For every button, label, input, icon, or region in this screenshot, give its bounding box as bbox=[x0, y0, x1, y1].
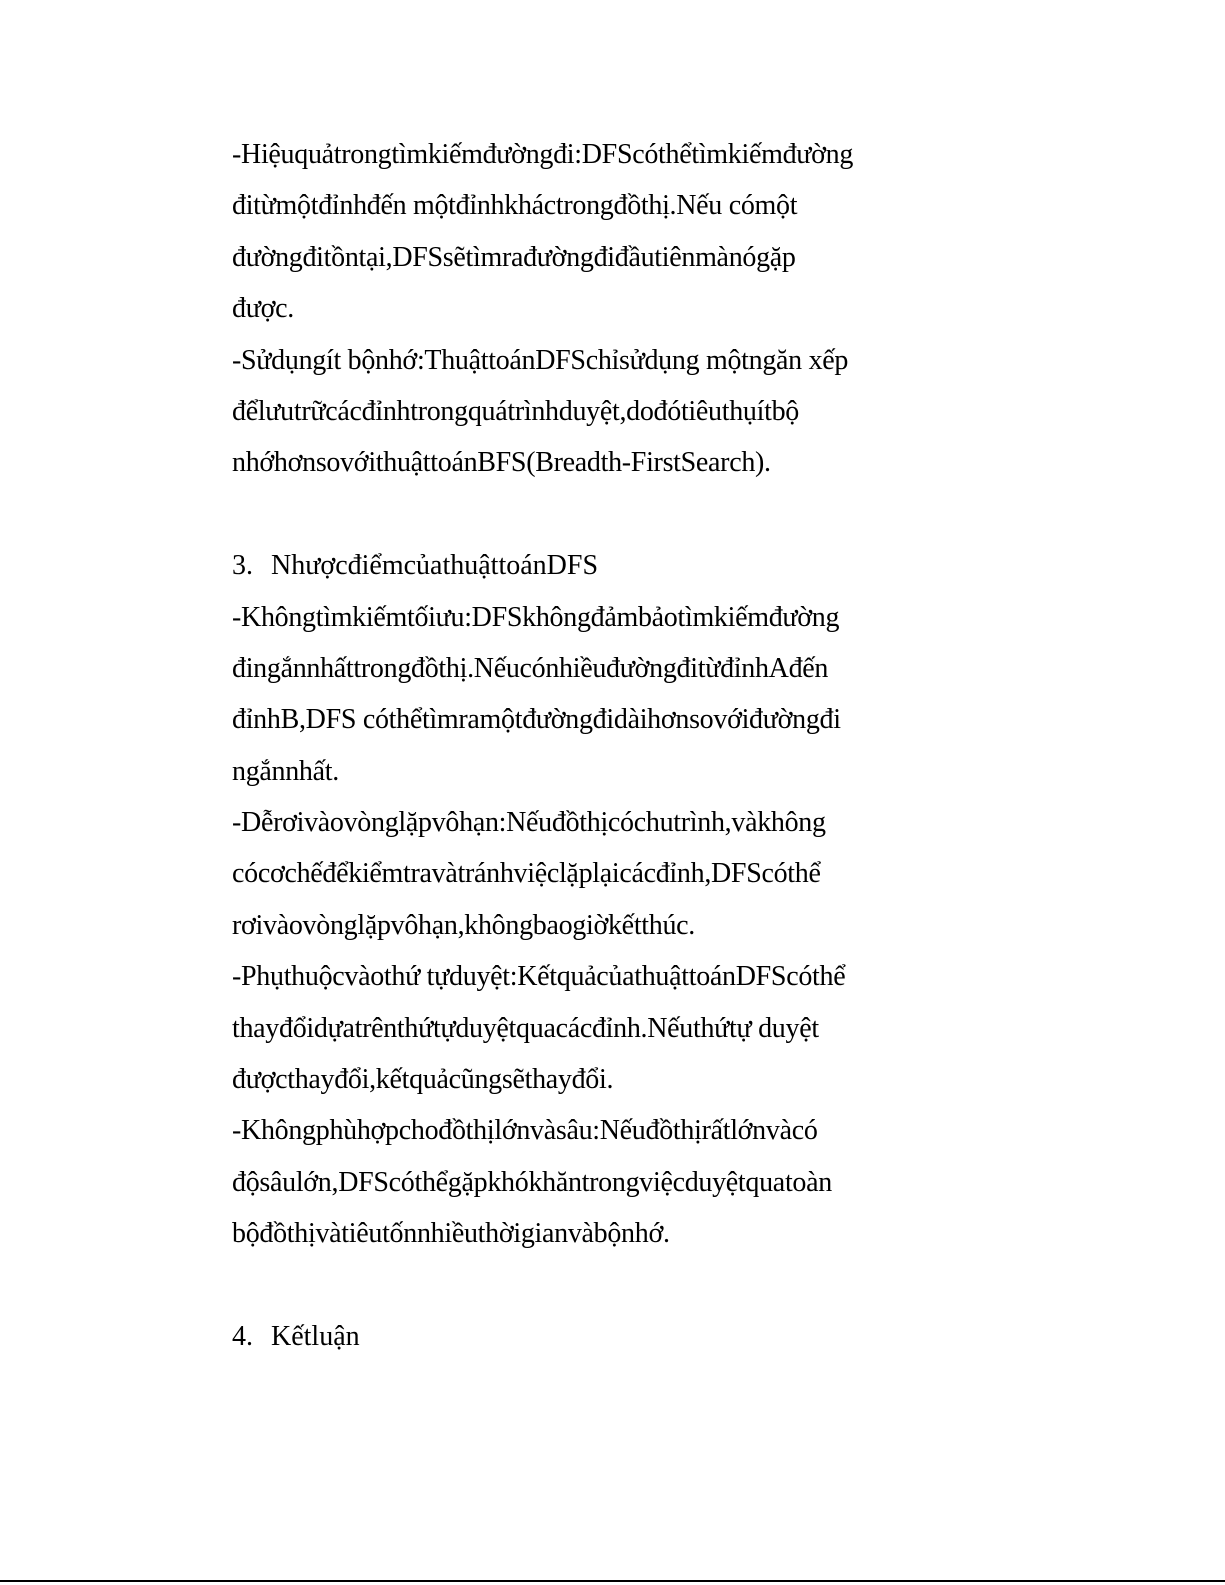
text-line: ngắnnhất. bbox=[232, 755, 339, 787]
text-line: đượcthayđổi,kếtquảcũngsẽthayđổi. bbox=[232, 1064, 614, 1096]
section-heading-3 bbox=[232, 540, 932, 591]
text-line: -Phụthuộcvàothứ tựduyệt:KếtquảcủathuậttoánDFScóthể bbox=[232, 961, 846, 993]
text-line: thayđổidựatrênthứtựduyệtquacácđỉnh.Nếuthứtự duyệt bbox=[232, 1012, 819, 1044]
text-line: đỉnhB,DFS cóthểtìmramộtđườngđidàihơnsovớiđườngđi bbox=[232, 704, 841, 736]
text-line: độsâulớn,DFScóthểgặpkhókhăntrongviệcduyệtquatoàn bbox=[232, 1166, 832, 1198]
blank-line bbox=[232, 489, 932, 540]
text-line: -Khôngtìmkiếmtốiưu:DFSkhôngđảmbảotìmkiếmđường bbox=[232, 601, 840, 633]
section-title: Kếtluận bbox=[271, 1320, 360, 1352]
text-line: đườngđitồntại,DFSsẽtìmrađườngđiđầutiênmànógặp bbox=[232, 241, 796, 273]
text-line: đitừmộtđỉnhđến mộtđỉnhkháctrongđồthị.Nếu cómột bbox=[232, 190, 798, 222]
section-number: 3. bbox=[232, 550, 253, 582]
text-line: đểlưutrữcácđỉnhtrongquátrìnhduyệt,dođótiêuthụítbộ bbox=[232, 395, 799, 427]
blank-line bbox=[232, 1260, 932, 1311]
section-heading-4 bbox=[232, 1311, 932, 1362]
text-line: nhớhơnsovớithuậttoánBFS(Breadth-FirstSearch). bbox=[232, 447, 771, 479]
text-line: cócơchếđểkiểmtravàtránhviệclặplạicácđỉnh,DFScóthể bbox=[232, 858, 821, 890]
text-line: -Hiệuquảtrongtìmkiếmđườngđi:DFScóthểtìmkiếmđường bbox=[232, 139, 854, 170]
text-line: đingắnnhấttrongđồthị.NếucónhiềuđườngđitừđỉnhAđến bbox=[232, 652, 829, 684]
text-line: được. bbox=[232, 293, 294, 325]
text-line: -Khôngphùhợpchođồthịlớnvàsâu:Nếuđồthịrấtlớnvàcó bbox=[232, 1115, 818, 1147]
text-line: -Dễrơivàovònglặpvôhạn:Nếuđồthịcóchutrình,vàkhông bbox=[232, 807, 826, 839]
text-line: -Sửdụngít bộnhớ:ThuậttoánDFSchỉsửdụng mộtngăn xếp bbox=[232, 344, 849, 376]
page-bottom-border bbox=[0, 1580, 1225, 1582]
section-number: 4. bbox=[232, 1320, 253, 1352]
document-body bbox=[232, 129, 932, 1362]
section-title: NhượcđiểmcủathuậttoánDFS bbox=[271, 550, 599, 582]
text-line: bộđồthịvàtiêutốnnhiềuthờigianvàbộnhớ. bbox=[232, 1218, 670, 1250]
text-line: rơivàovònglặpvôhạn,khôngbaogiờkếtthúc. bbox=[232, 909, 696, 941]
